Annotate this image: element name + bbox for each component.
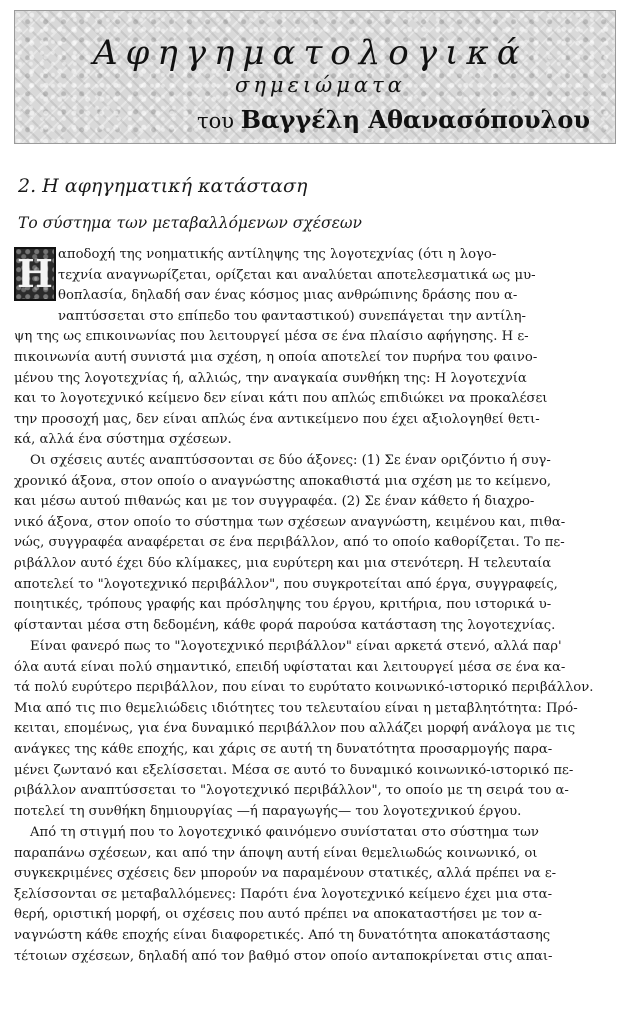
text-line: ποτελεί τη συνθήκη δημιουργίας —ή παραγωγής— του λογοτεχνικού έργου. <box>14 803 522 819</box>
text-line: συγκεκριμένες σχέσεις δεν μπορούν να παραμένουν στατικές, αλλά πρέπει να ε- <box>14 866 557 882</box>
text-line: ποιητικές, τρόπους γραφής και πρόσληψης του έργου, κριτήρια, που ιστορικά υ- <box>14 597 552 613</box>
paragraph-1 <box>14 245 610 451</box>
text-line: τεχνία αναγνωρίζεται, ορίζεται και αναλύεται αποτελεσματικά ως μυ- <box>58 267 536 283</box>
text-line: θοπλασία, δηλαδή σαν ένας κόσμος μιας ανθρώπινης δράσης που α- <box>58 288 518 304</box>
section-heading: 2. Η αφηγηματική κατάσταση <box>18 175 308 197</box>
text-line: ψη της ως επικοινωνίας που λειτουργεί μέσα σε ένα πλαίσιο αφήγησης. Η ε- <box>14 329 529 345</box>
text-line: τέτοιων σχέσεων, δηλαδή από τον βαθμό στον οποίο ανταποκρίνεται στις απαι- <box>14 948 553 964</box>
text-line: μένου της λογοτεχνίας ή, αλλιώς, την αναγκαία συνθήκη της: Η λογοτεχνία <box>14 370 527 386</box>
title-banner <box>14 10 616 144</box>
text-line: ναγνώστη κάθε εποχής είναι διαφορετικές. Από τη δυνατότητα αποκατάστασης <box>14 927 551 943</box>
text-line: θερή, οριστική μορφή, οι σχέσεις που αυτό πρέπει να αποκαταστήσει με τον α- <box>14 907 543 923</box>
subsection-heading: Το σύστημα των μεταβαλλόμενων σχέσεων <box>18 214 362 232</box>
author-name: Βαγγέλη Αθανασόπουλου <box>240 105 591 134</box>
paragraph-4 <box>14 823 610 967</box>
author-prefix: του <box>197 109 235 133</box>
text-line: Είναι φανερό πως το "λογοτεχνικό περιβάλλον" είναι αρκετά στενό, αλλά παρ' <box>30 639 562 654</box>
text-line: και μέσω αυτού πιθανώς και με τον συγγραφέα. (2) Σε έναν κάθετο ή διαχρο- <box>14 494 535 510</box>
text-line: κειται, επομένως, για ένα δυναμικό περιβάλλον που αλλάζει μορφή ανάλογα με τις <box>14 721 576 737</box>
text-line: νώς, συγγραφέα αναφέρεται σε ένα περιβάλλον, από το οποίο καθορίζεται. Το πε- <box>14 535 565 551</box>
text-line: ναπτύσσεται στο επίπεδο του φανταστικού) συνεπάγεται την αντίλη- <box>58 308 527 324</box>
text-line: μένει ζωντανό και εξελίσσεται. Μέσα σε αυτό το δυναμικό κοινωνικό-ιστορικό πε- <box>14 762 574 778</box>
text-line: Από τη στιγμή που το λογοτεχνικό φαινόμενο συνίσταται στο σύστημα των <box>30 825 539 840</box>
text-line: ξελίσσονται σε μεταβαλλόμενες: Παρότι ένα λογοτεχνικό κείμενο έχει μια στα- <box>14 886 553 902</box>
text-line: ριβάλλον αυτό έχει δύο κλίμακες, μια ευρύτερη και μια στενότερη. Η τελευταία <box>14 555 552 571</box>
text-line: χρονικό άξονα, στον οποίο ο αναγνώστης αποκαθιστά μια σχέση με το κείμενο, <box>14 473 552 489</box>
drop-cap-letter: Η <box>17 251 53 296</box>
text-line: και το λογοτεχνικό κείμενο δεν είναι κάτι που απλώς επιδιώκει να προκαλέσει <box>14 391 548 407</box>
text-line: τά πολύ ευρύτερο περιβάλλον, που είναι το ευρύτατο κοινωνικό-ιστορικό περιβάλλον. <box>14 680 594 696</box>
text-line: παραπάνω σχέσεων, και από την άποψη αυτή είναι θεμελιωδώς κοινωνικό, οι <box>14 845 538 861</box>
text-line: την προσοχή μας, δεν είναι απλώς ένα αντικείμενο που έχει αξιολογηθεί θετι- <box>14 411 540 427</box>
text-line: Οι σχέσεις αυτές αναπτύσσονται σε δύο άξονες: (1) Σε έναν οριζόντιο ή συγ- <box>30 453 551 468</box>
text-line: Μια από τις πιο θεμελιώδεις ιδιότητες του τελευταίου είναι η μεταβλητότητα: Πρό- <box>14 700 578 716</box>
text-line: νικό άξονα, στον οποίο το σύστημα των σχέσεων αναγνώστη, κειμένου και, πιθα- <box>14 514 566 530</box>
paragraph-3 <box>14 637 610 822</box>
text-line: κά, αλλά ένα σύστημα σχέσεων. <box>14 432 232 448</box>
column-title: Αφηγηματολογικά <box>93 33 528 73</box>
text-line: όλα αυτά είναι πολύ σημαντικό, επειδή υφίσταται και λειτουργεί μέσα σε ένα κα- <box>14 659 566 675</box>
paragraph-2 <box>14 451 610 636</box>
text-line: αποτελεί το "λογοτεχνικό περιβάλλον", που συγκροτείται από έργα, συγγραφείς, <box>14 576 558 592</box>
text-line: ριβάλλον αναπτύσσεται το "λογοτεχνικό περιβάλλον", το οποίο με τη σειρά του α- <box>14 783 569 799</box>
author-line <box>197 105 590 134</box>
text-line: αποδοχή της νοηματικής αντίληψης της λογοτεχνίας (ότι η λογο- <box>58 247 497 262</box>
text-line: φίστανται μέσα στη δεδομένη, κάθε φορά παρούσα κατάσταση της λογοτεχνίας. <box>14 617 556 633</box>
text-line: πικοινωνία αυτή συνιστά μια σχέση, η οποία αποτελεί τον πυρήνα του φαινο- <box>14 349 538 365</box>
text-line: ανάγκες της κάθε εποχής, και χάρις σε αυτή τη δυνατότητα προσαρμογής παρα- <box>14 741 553 757</box>
column-subtitle: σημειώματα <box>235 73 406 97</box>
